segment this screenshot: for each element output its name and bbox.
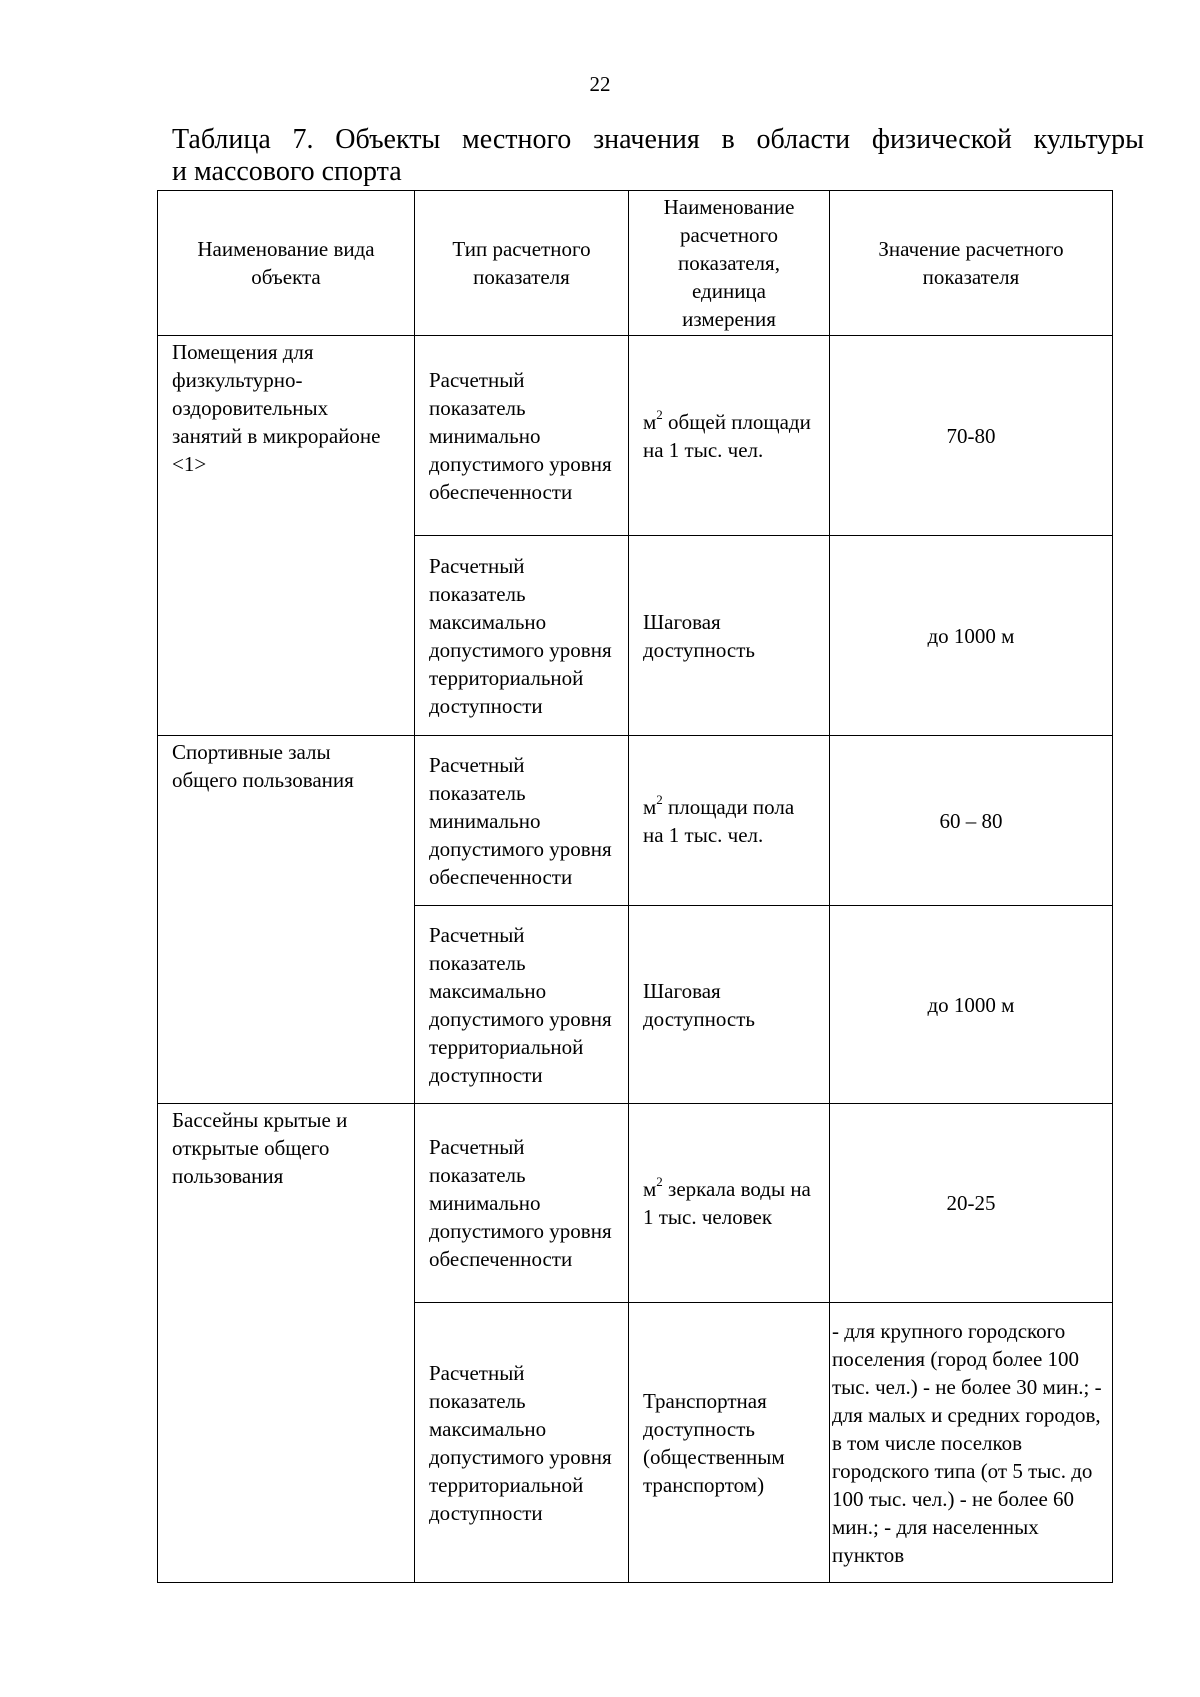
indicator-unit: $м^2$ общей площади на 1 тыс. чел. xyxy=(629,336,830,536)
table-row xyxy=(158,1104,1113,1303)
table-row xyxy=(158,336,1113,536)
facilities-table xyxy=(157,190,1113,1583)
header-indicator-type: Тип расчетного показателя xyxy=(415,191,629,336)
header-object-type: Наименование вида объекта xyxy=(158,191,415,336)
indicator-value: 20-25 xyxy=(830,1104,1113,1303)
indicator-type: Расчетный показатель минимально допустимого уровня обеспеченности xyxy=(415,336,629,536)
indicator-unit: Шаговая доступность xyxy=(629,536,830,736)
indicator-value: 60 – 80 xyxy=(830,736,1113,906)
table-row xyxy=(158,736,1113,906)
indicator-unit: $м^2$ зеркала воды на 1 тыс. человек xyxy=(629,1104,830,1303)
indicator-value: 70-80 xyxy=(830,336,1113,536)
object-name: Спортивные залы общего пользования xyxy=(158,736,415,1104)
object-name: Помещения для физкультурно-оздоровительных занятий в микрорайоне <1> xyxy=(158,336,415,736)
indicator-type: Расчетный показатель максимально допустимого уровня территориальной доступности xyxy=(415,536,629,736)
indicator-value: - для крупного городского поселения (город более 100 тыс. чел.) - не более 30 мин.; - для малых и средних городов, в том числе поселков городского типа (от 5 тыс. до 100 тыс. чел.) - не более 60 мин.; - для населенных пунктов xyxy=(830,1303,1113,1583)
indicator-type: Расчетный показатель максимально допустимого уровня территориальной доступности xyxy=(415,1303,629,1583)
object-name: Бассейны крытые и открытые общего пользования xyxy=(158,1104,415,1583)
caption-line-1: Таблица 7. Объекты местного значения в области физической культуры xyxy=(172,124,1144,155)
indicator-type: Расчетный показатель максимально допустимого уровня территориальной доступности xyxy=(415,906,629,1104)
caption-line-2: и массового спорта xyxy=(172,156,402,187)
page-number: 22 xyxy=(589,72,611,96)
table-header-row xyxy=(158,191,1113,336)
indicator-unit: Транспортная доступность (общественным транспортом) xyxy=(629,1303,830,1583)
header-indicator-name: Наименование расчетного показателя, единица измерения xyxy=(629,191,830,336)
header-indicator-value: Значение расчетного показателя xyxy=(830,191,1113,336)
indicator-value: до 1000 м xyxy=(830,906,1113,1104)
table-caption xyxy=(172,124,1144,188)
indicator-type: Расчетный показатель минимально допустимого уровня обеспеченности xyxy=(415,1104,629,1303)
indicator-value: до 1000 м xyxy=(830,536,1113,736)
indicator-unit: Шаговая доступность xyxy=(629,906,830,1104)
indicator-type: Расчетный показатель минимально допустимого уровня обеспеченности xyxy=(415,736,629,906)
indicator-unit: $м^2$ площади пола на 1 тыс. чел. xyxy=(629,736,830,906)
